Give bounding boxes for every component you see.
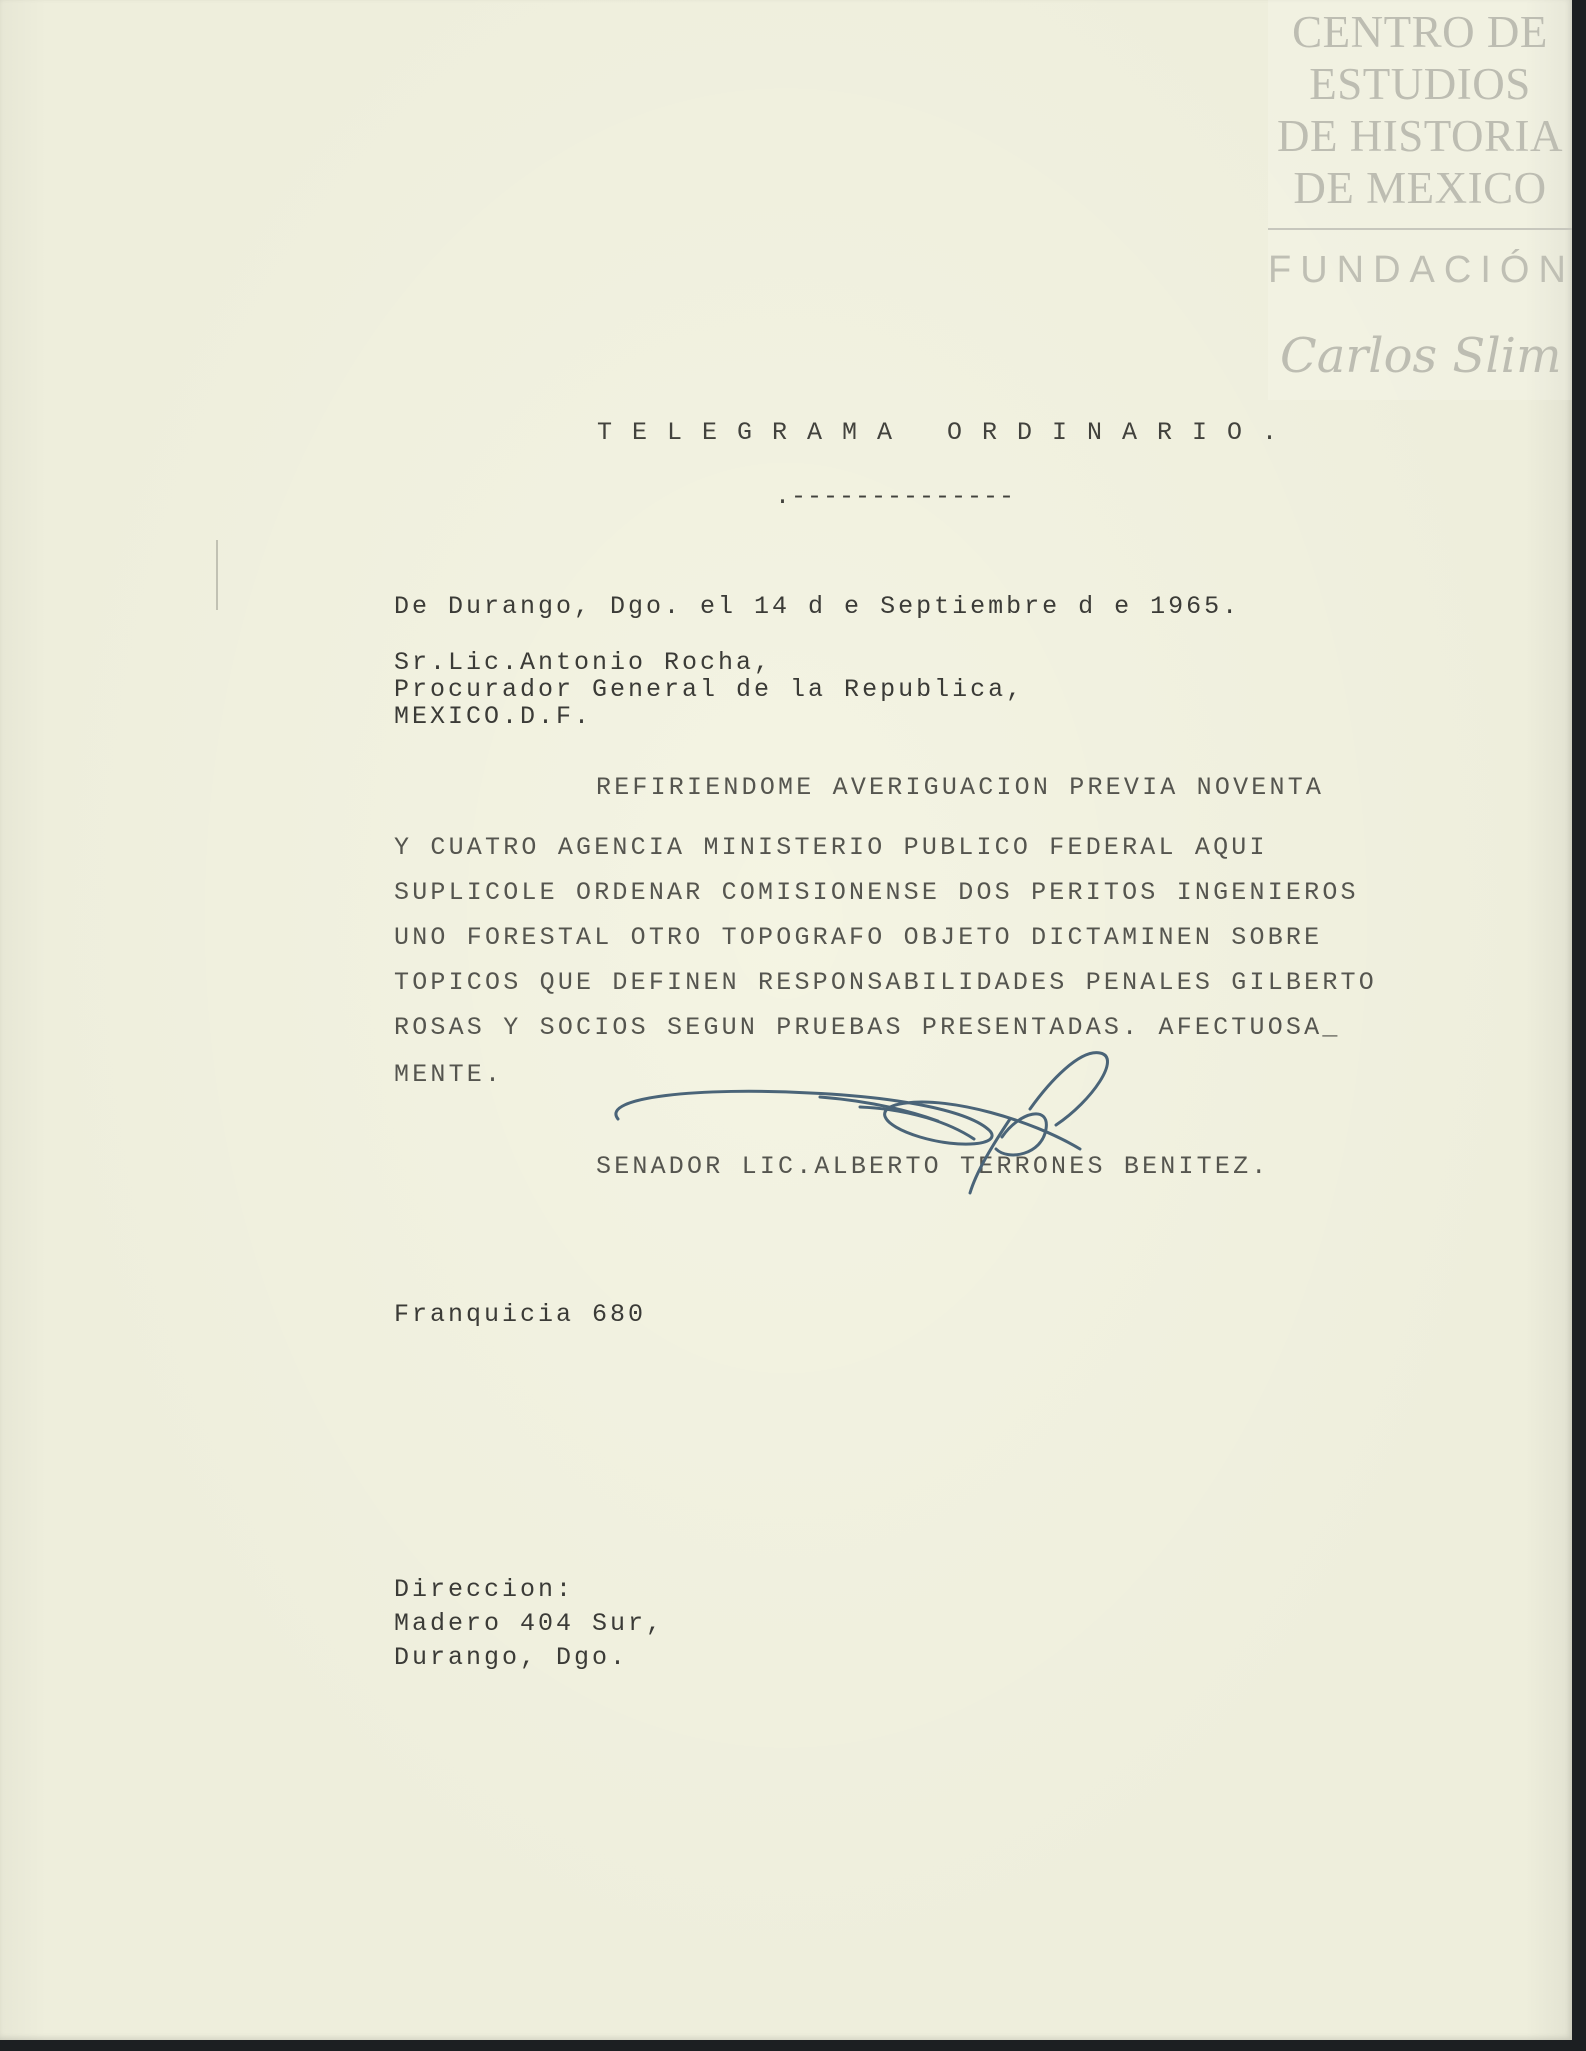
handwritten-signature: [610, 1045, 1130, 1205]
address-city: Durango, Dgo.: [394, 1643, 629, 1672]
date-line: De Durango, Dgo. el 14 d e Septiembre d e 1965.: [394, 592, 1241, 621]
body-line-1: REFIRIENDOME AVERIGUACION PREVIA NOVENTA: [596, 773, 1325, 802]
watermark-line-1: CENTRO DE: [1292, 7, 1548, 57]
body-line-3: SUPLICOLE ORDENAR COMISIONENSE DOS PERITOS INGENIEROS: [394, 878, 1359, 907]
body-line-2: Y CUATRO AGENCIA MINISTERIO PUBLICO FEDERAL AQUI: [394, 833, 1268, 862]
address-label: Direccion:: [394, 1575, 575, 1604]
archive-watermark: [1268, 0, 1575, 400]
recipient-line-2: Procurador General de la Republica,: [394, 675, 1025, 704]
recipient-line-3: MEXICO.D.F.: [394, 702, 593, 731]
body-line-6: ROSAS Y SOCIOS SEGUN PRUEBAS PRESENTADAS. AFECTUOSA_: [394, 1013, 1341, 1042]
watermark-script-text: Carlos Slim: [1280, 328, 1562, 384]
watermark-script-logo: [1268, 320, 1572, 390]
body-line-7: MENTE.: [394, 1060, 504, 1089]
margin-mark: [216, 540, 218, 610]
address-street: Madero 404 Sur,: [394, 1609, 665, 1638]
watermark-line-4: DE MEXICO: [1293, 163, 1547, 213]
watermark-line-2: ESTUDIOS: [1309, 59, 1531, 109]
franquicia: Franquicia 680: [394, 1300, 647, 1329]
recipient-line-1: Sr.Lic.Antonio Rocha,: [394, 648, 773, 677]
carlos-slim-script-icon: [1268, 320, 1572, 390]
watermark-divider: [1268, 228, 1572, 230]
watermark-fundacion: FUNDACIÓN: [1268, 249, 1575, 291]
body-line-5: TOPICOS QUE DEFINEN RESPONSABILIDADES PENALES GILBERTO: [394, 968, 1377, 997]
signer-name: SENADOR LIC.ALBERTO TERRONES BENITEZ.: [596, 1152, 1270, 1181]
body-line-4: UNO FORESTAL OTRO TOPOGRAFO OBJETO DICTAMINEN SOBRE: [394, 923, 1323, 952]
title-underline: .--------------: [775, 482, 1016, 511]
watermark-line-3: DE HISTORIA: [1277, 111, 1563, 161]
telegram-title: TELEGRAMA ORDINARIO.: [597, 418, 1298, 447]
